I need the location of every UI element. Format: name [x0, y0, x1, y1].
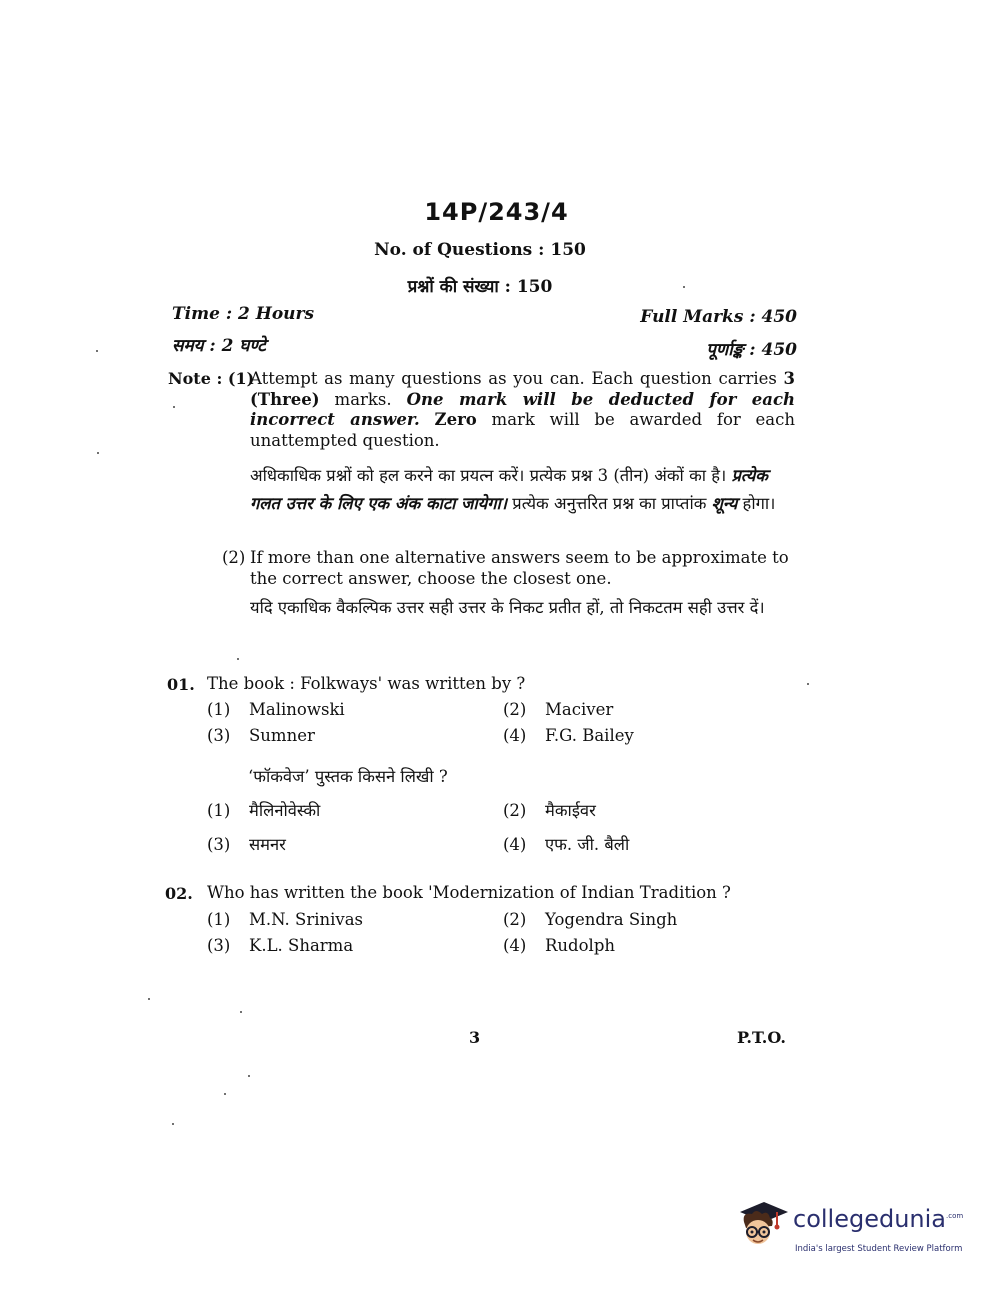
note-1-hi-c: प्रत्येक अनुत्तरित प्रश्न का प्राप्तांक — [507, 494, 712, 513]
option-number: (2) — [503, 801, 527, 820]
option-text: मैलिनोवेस्की — [249, 801, 321, 820]
note-1-hi-e: होगा। — [737, 494, 776, 513]
note-1-hi-penalty: प्रत्येक गलत उत्तर के लिए एक अंक काटा जायेगा। — [250, 466, 768, 513]
note-1-zero: Zero — [434, 410, 477, 429]
option-number: (3) — [207, 726, 231, 745]
paper-code: 14P/243/4 — [424, 198, 569, 226]
time-en: Time : 2 Hours — [172, 304, 315, 324]
question-2-option-4-en — [503, 936, 615, 955]
question-1-number: 01. — [167, 675, 195, 694]
scan-speck — [683, 286, 685, 288]
pto-label: P.T.O. — [737, 1028, 786, 1047]
mascot-graduation-cap-icon — [734, 1196, 792, 1254]
note-1-marks: 3 (Three) — [250, 369, 795, 409]
option-number: (4) — [503, 726, 527, 745]
scan-speck — [173, 406, 175, 408]
option-number: (1) — [207, 910, 231, 929]
option-number: (3) — [207, 936, 231, 955]
question-1-option-2-en — [503, 700, 613, 719]
option-text: समनर — [249, 835, 286, 854]
page-number: 3 — [469, 1028, 481, 1047]
option-text: Sumner — [249, 726, 315, 745]
full-marks-hi: पूर्णाङ्क : 450 — [706, 340, 797, 360]
note-1-hi-zero: शून्य — [711, 494, 738, 513]
brand-text: collegedunia — [793, 1205, 947, 1233]
option-text: Malinowski — [249, 700, 345, 719]
note-label: Note : (1) — [168, 369, 255, 388]
option-number: (1) — [207, 700, 231, 719]
question-2-option-2-en — [503, 910, 677, 929]
note-2-number: (2) — [222, 548, 246, 567]
option-number: (1) — [207, 801, 231, 820]
question-1-option-1-hi — [207, 798, 320, 821]
question-1-text-en: The book : Folkways' was written by ? — [207, 674, 526, 693]
option-number: (4) — [503, 835, 527, 854]
note-1-space — [420, 410, 435, 429]
brand-tagline: India's largest Student Review Platform — [795, 1244, 963, 1254]
scan-speck — [248, 1075, 250, 1077]
scan-speck — [148, 998, 150, 1000]
scan-speck — [807, 683, 809, 685]
brand-name — [793, 1205, 963, 1233]
option-number: (4) — [503, 936, 527, 955]
brand-suffix: .com — [946, 1212, 964, 1220]
option-number: (2) — [503, 700, 527, 719]
question-1-text-hi: ‘फॉकवेज’ पुस्तक किसने लिखी ? — [248, 767, 448, 786]
question-1-option-4-hi — [503, 832, 629, 855]
note-1-hi-a: अधिकाधिक प्रश्नों को हल करने का प्रयत्न करें। प्रत्येक प्रश्न 3 (तीन) अंकों का है। — [250, 466, 732, 485]
question-1-option-3-hi — [207, 832, 286, 855]
time-hi: समय : 2 घण्टे — [172, 336, 266, 356]
option-text: F.G. Bailey — [545, 726, 634, 745]
scan-speck — [172, 1123, 174, 1125]
note-1-text-c: marks. — [319, 389, 407, 409]
option-text: Yogendra Singh — [545, 910, 678, 929]
scan-speck — [96, 350, 98, 352]
full-marks-en: Full Marks : 450 — [640, 307, 797, 327]
note-1-text-g: mark will be awarded for each unattempted question. — [250, 410, 796, 450]
option-number: (3) — [207, 835, 231, 854]
question-2-number: 02. — [165, 884, 193, 903]
note-1-en — [250, 369, 795, 451]
note-1-text-a: Attempt as many questions as you can. Each question carries — [250, 369, 784, 388]
question-2-option-3-en — [207, 936, 353, 955]
option-text: एफ. जी. बैली — [545, 835, 630, 854]
scan-speck — [237, 658, 239, 660]
option-text: Maciver — [545, 700, 614, 719]
note-2-hi: यदि एकाधिक वैकल्पिक उत्तर सही उत्तर के निकट प्रतीत हों, तो निकटतम सही उत्तर दें। — [250, 598, 765, 617]
question-1-option-3-en — [207, 726, 315, 745]
question-1-option-2-hi — [503, 798, 596, 821]
note-1-penalty: One mark will be deducted for each incorrect answer. — [250, 389, 795, 429]
num-questions-en: No. of Questions : 150 — [374, 240, 586, 260]
question-2-option-1-en — [207, 910, 363, 929]
option-text: M.N. Srinivas — [249, 910, 364, 929]
option-text: K.L. Sharma — [249, 936, 354, 955]
scan-speck — [224, 1093, 226, 1095]
scan-speck — [97, 452, 99, 454]
question-1-option-4-en — [503, 726, 634, 745]
scan-speck — [240, 1011, 242, 1013]
note-1-hi — [250, 462, 795, 518]
note-2-en: If more than one alternative answers seem to be approximate to the correct answer, choose the closest one. — [250, 548, 789, 588]
option-text: Rudolph — [545, 936, 616, 955]
option-text: मैकाईवर — [545, 801, 596, 820]
option-number: (2) — [503, 910, 527, 929]
num-questions-hi: प्रश्नों की संख्या : 150 — [407, 277, 553, 297]
question-2-text-en: Who has written the book 'Modernization of Indian Tradition ? — [207, 883, 731, 902]
question-1-option-1-en — [207, 700, 345, 719]
